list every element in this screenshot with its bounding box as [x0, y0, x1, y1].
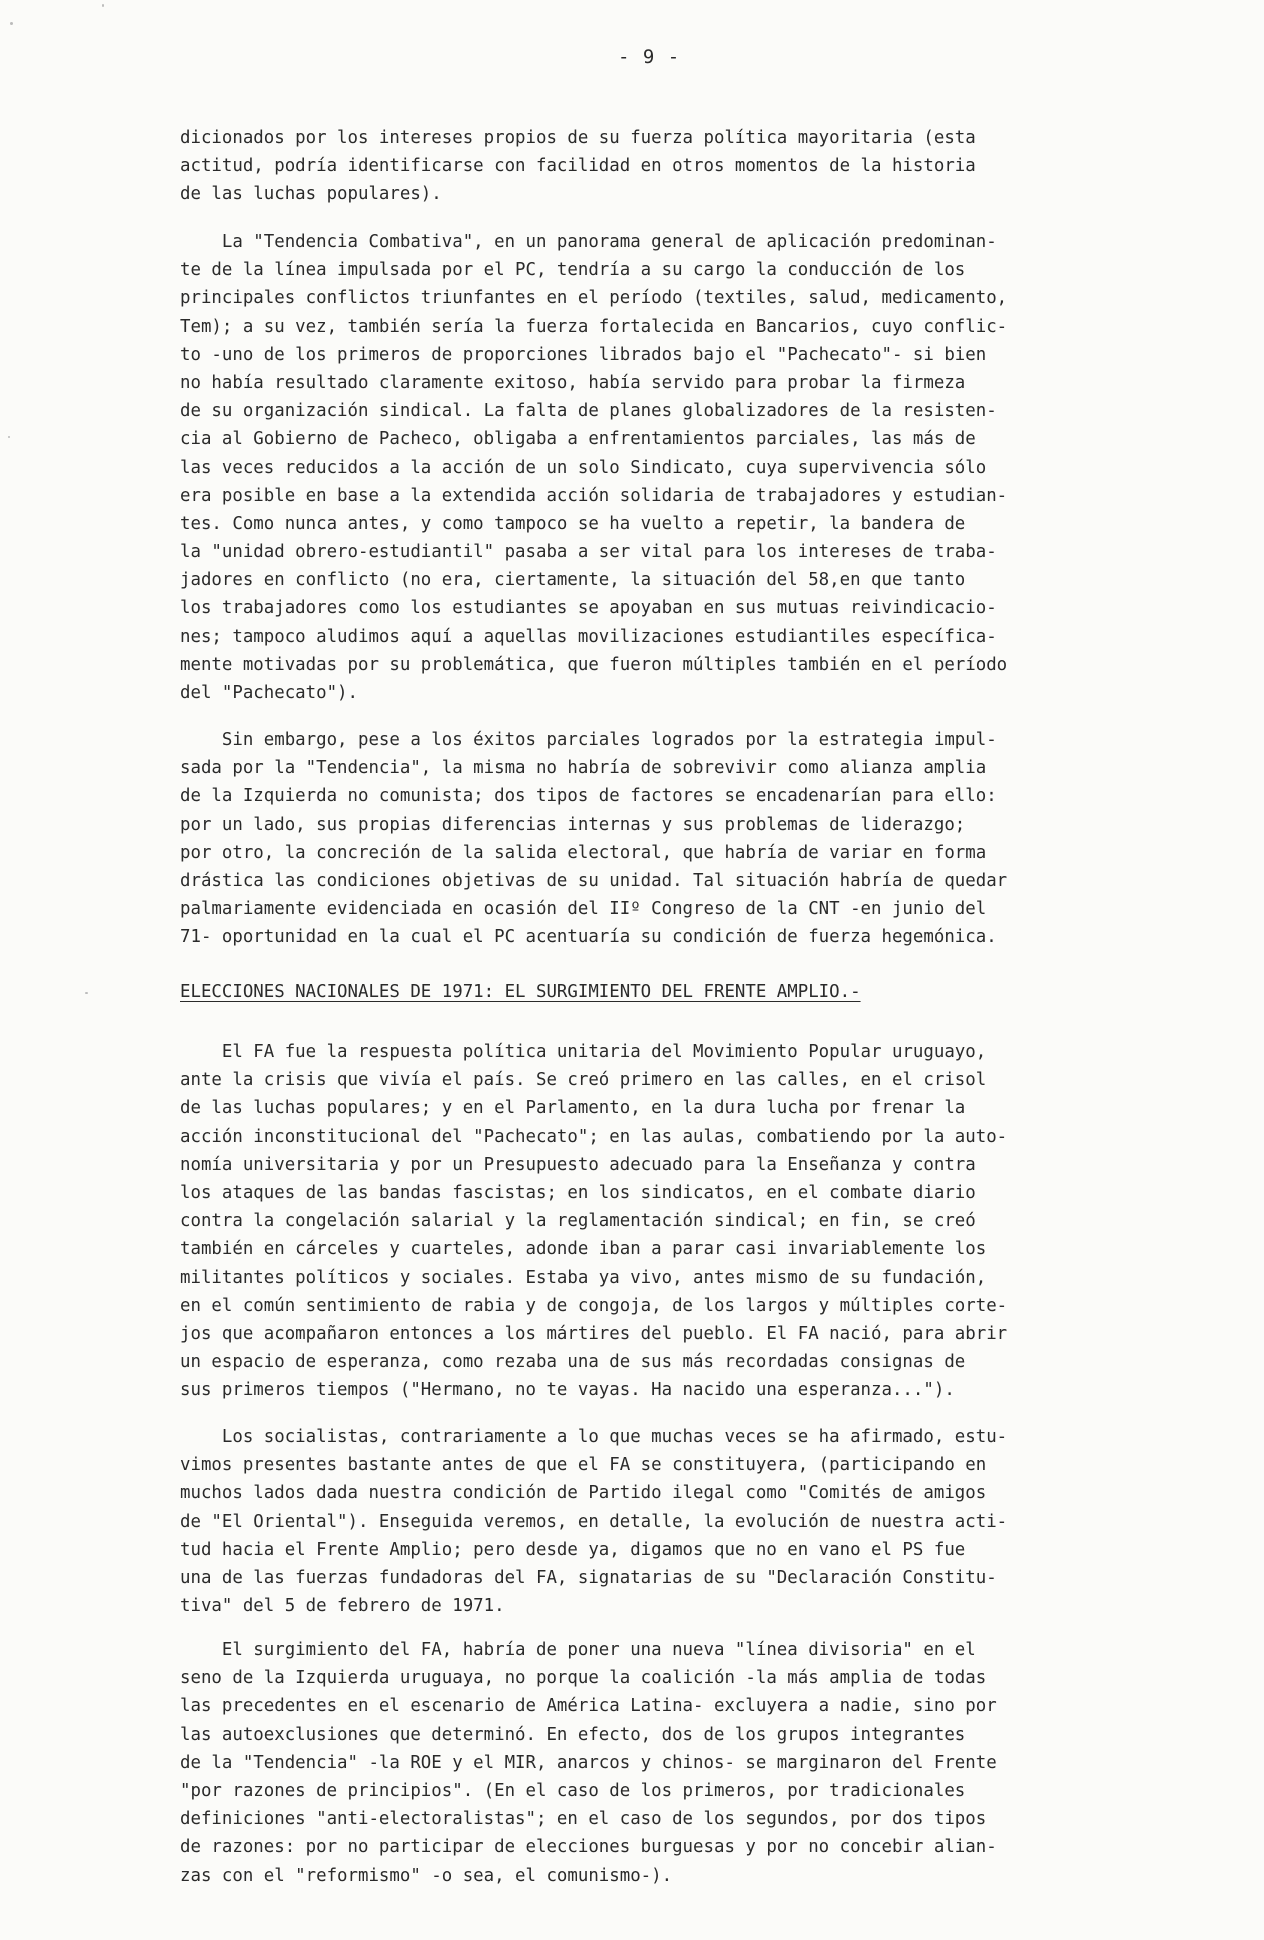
paragraph-3	[180, 726, 1110, 952]
text-line: to -uno de los primeros de proporciones librados bajo el "Pachecato"- si bien	[180, 344, 987, 365]
scan-speck	[10, 22, 13, 25]
text-line: seno de la Izquierda uruguaya, no porque la coalición -la más amplia de todas	[180, 1668, 987, 1689]
text-line: "por razones de principios". (En el caso de los primeros, por tradicionales	[180, 1780, 966, 1801]
text-line: La "Tendencia Combativa", en un panorama general de aplicación predominan-	[180, 232, 997, 252]
text-line: Tem); a su vez, también sería la fuerza fortalecida en Bancarios, cuyo conflic-	[180, 316, 1008, 337]
text-line: de las luchas populares).	[180, 184, 442, 205]
text-line: palmariamente evidenciada en ocasión del IIº Congreso de la CNT -en junio del	[180, 899, 987, 920]
paragraph-4	[180, 1038, 1110, 1404]
text-line: las precedentes en el escenario de América Latina- excluyera a nadie, sino por	[180, 1696, 997, 1717]
text-line: de las luchas populares; y en el Parlamento, en la dura lucha por frenar la	[180, 1098, 966, 1119]
section-heading: ELECCIONES NACIONALES DE 1971: EL SURGIMIENTO DEL FRENTE AMPLIO.-	[180, 982, 861, 1002]
text-line: mente motivadas por su problemática, que fueron múltiples también en el período	[180, 654, 1008, 675]
text-line: vimos presentes bastante antes de que el FA se constituyera, (participando en	[180, 1455, 987, 1476]
text-line: era posible en base a la extendida acción solidaria de trabajadores y estudian-	[180, 485, 1008, 506]
text-line: un espacio de esperanza, como rezaba una de sus más recordadas consignas de	[180, 1352, 966, 1373]
text-line: contra la congelación salarial y la reglamentación sindical; en fin, se creó	[180, 1211, 976, 1232]
text-line: acción inconstitucional del "Pachecato"; en las aulas, combatiendo por la auto-	[180, 1126, 1008, 1147]
text-line: El FA fue la respuesta política unitaria del Movimiento Popular uruguayo,	[180, 1042, 987, 1062]
text-line: jadores en conflicto (no era, ciertamente, la situación del 58,en que tanto	[180, 570, 966, 591]
paragraph-6	[180, 1636, 1110, 1890]
text-line: por un lado, sus propias diferencias internas y sus problemas de liderazgo;	[180, 814, 966, 835]
text-line: en el común sentimiento de rabia y de congoja, de los largos y múltiples corte-	[180, 1295, 1008, 1316]
paragraph-5	[180, 1423, 1110, 1620]
text-line: tes. Como nunca antes, y como tampoco se ha vuelto a repetir, la bandera de	[180, 513, 966, 534]
text-line: una de las fuerzas fundadoras del FA, signatarias de su "Declaración Constitu-	[180, 1567, 997, 1588]
text-line: de la Izquierda no comunista; dos tipos de factores se encadenarían para ello:	[180, 786, 997, 807]
text-line: zas con el "reformismo" -o sea, el comunismo-).	[180, 1865, 673, 1886]
text-line: no había resultado claramente exitoso, había servido para probar la firmeza	[180, 372, 966, 393]
text-line: tiva" del 5 de febrero de 1971.	[180, 1596, 505, 1617]
text-line: de la "Tendencia" -la ROE y el MIR, anarcos y chinos- se marginaron del Frente	[180, 1752, 997, 1773]
text-line: dicionados por los intereses propios de su fuerza política mayoritaria (esta	[180, 128, 976, 148]
text-line: los ataques de las bandas fascistas; en los sindicatos, en el combate diario	[180, 1182, 976, 1203]
text-line: militantes políticos y sociales. Estaba ya vivo, antes mismo de su fundación,	[180, 1267, 987, 1288]
text-line: de "El Oriental"). Enseguida veremos, en detalle, la evolución de nuestra acti-	[180, 1511, 1008, 1532]
text-line: jos que acompañaron entonces a los mártires del pueblo. El FA nació, para abrir	[180, 1323, 1008, 1344]
text-line: las autoexclusiones que determinó. En efecto, dos de los grupos integrantes	[180, 1724, 966, 1745]
text-line: de razones: por no participar de elecciones burguesas y por no concebir alian-	[180, 1837, 997, 1858]
text-line: te de la línea impulsada por el PC, tendría a su cargo la conducción de los	[180, 260, 966, 281]
text-line: sus primeros tiempos ("Hermano, no te vayas. Ha nacido una esperanza...").	[180, 1380, 955, 1401]
scan-speck	[102, 4, 104, 7]
scan-speck	[85, 992, 88, 994]
text-line: El surgimiento del FA, habría de poner una nueva "línea divisoria" en el	[180, 1640, 976, 1660]
text-line: las veces reducidos a la acción de un solo Sindicato, cuya supervivencia sólo	[180, 457, 987, 478]
text-line: 71- oportunidad en la cual el PC acentuaría su condición de fuerza hegemónica.	[180, 927, 997, 948]
text-line: sada por la "Tendencia", la misma no habría de sobrevivir como alianza amplia	[180, 758, 987, 779]
text-line: nes; tampoco aludimos aquí a aquellas movilizaciones estudiantiles específica-	[180, 626, 997, 647]
text-line: tud hacia el Frente Amplio; pero desde ya, digamos que no en vano el PS fue	[180, 1539, 966, 1560]
page-number: - 9 -	[618, 46, 681, 68]
text-line: cia al Gobierno de Pacheco, obligaba a enfrentamientos parciales, las más de	[180, 429, 976, 450]
text-line: Sin embargo, pese a los éxitos parciales logrados por la estrategia impul-	[180, 730, 997, 750]
text-line: Los socialistas, contrariamente a lo que muchas veces se ha afirmado, estu-	[180, 1427, 1008, 1447]
text-line: por otro, la concreción de la salida electoral, que habría de variar en forma	[180, 842, 987, 863]
text-line: drástica las condiciones objetivas de su unidad. Tal situación habría de quedar	[180, 870, 1008, 891]
text-line: muchos lados dada nuestra condición de Partido ilegal como "Comités de amigos	[180, 1483, 987, 1504]
text-line: del "Pachecato").	[180, 683, 358, 703]
text-line: principales conflictos triunfantes en el período (textiles, salud, medicamento,	[180, 288, 1008, 309]
text-line: también en cárceles y cuarteles, adonde iban a parar casi invariablemente los	[180, 1239, 987, 1260]
text-line: ante la crisis que vivía el país. Se creó primero en las calles, en el crisol	[180, 1070, 987, 1091]
paragraph-1	[180, 124, 1110, 209]
text-line: la "unidad obrero-estudiantil" pasaba a ser vital para los intereses de traba-	[180, 542, 997, 563]
paragraph-2	[180, 228, 1110, 707]
scan-speck	[8, 436, 10, 438]
text-line: los trabajadores como los estudiantes se apoyaban en sus mutuas reivindicacio-	[180, 598, 997, 619]
text-line: nomía universitaria y por un Presupuesto adecuado para la Enseñanza y contra	[180, 1154, 976, 1175]
text-line: actitud, podría identificarse con facilidad en otros momentos de la historia	[180, 156, 976, 177]
text-line: definiciones "anti-electoralistas"; en el caso de los segundos, por dos tipos	[180, 1809, 987, 1830]
text-line: de su organización sindical. La falta de planes globalizadores de la resisten-	[180, 401, 997, 422]
